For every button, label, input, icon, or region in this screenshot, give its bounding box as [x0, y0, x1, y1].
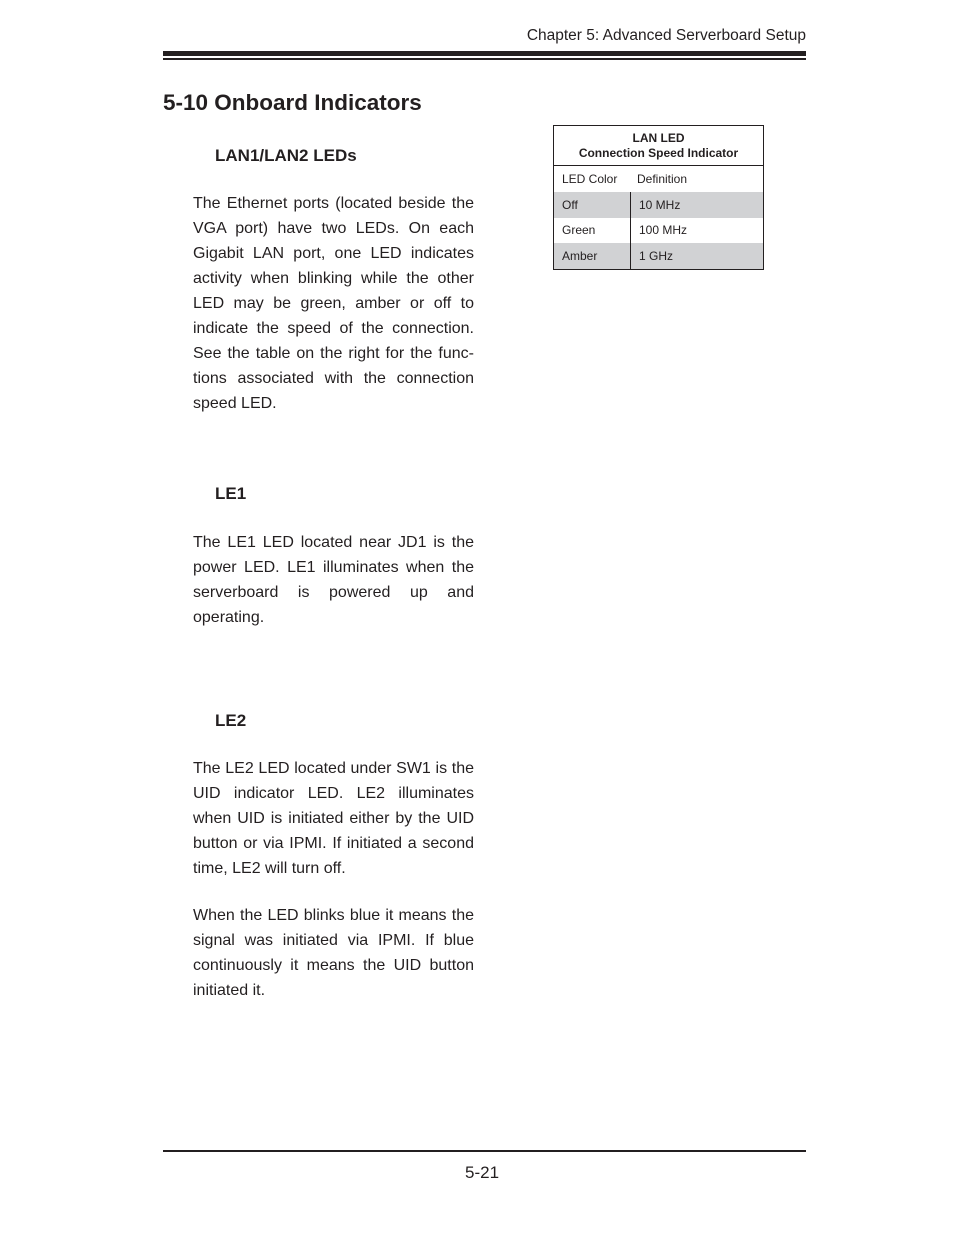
table-cell: 1 GHz [630, 243, 763, 269]
table-cell: Off [562, 197, 578, 212]
le2-paragraph-1: The LE2 LED located under SW1 is the UID indicator LED. LE2 illuminates when UID is initiated either by the UID button or via IPMI. If initiated a second time, LE2 will turn off. [193, 760, 474, 877]
column-header-definition: Definition [637, 172, 688, 186]
header-rule-thin [163, 58, 806, 60]
page-number: 5-21 [465, 1163, 500, 1182]
table-row [554, 243, 763, 269]
le2-heading: LE2 [215, 711, 247, 730]
chapter-title: Chapter 5: Advanced Serverboard Setup [526, 27, 806, 44]
le1-heading: LE1 [215, 484, 247, 503]
lan-leds-paragraph: The Ethernet ports (located beside the VGA port) have two LEDs. On each Gigabit LAN port, one LED indicates activity when blinking while the other LED may be green, amber or off to indicate the speed of the connection. See the table on the right for the functions associated with the connection speed LED. [193, 195, 474, 412]
le2-paragraph-2: When the LED blinks blue it means the signal was initiated via IPMI. If blue continuously it means the UID button initiated it. [193, 907, 474, 999]
footer-rule [163, 1150, 806, 1152]
le1-paragraph: The LE1 LED located near JD1 is the power LED. LE1 illuminates when the serverboard is powered up and operating. [193, 534, 474, 626]
table-cell: 10 MHz [630, 192, 763, 218]
table-cell: 100 MHz [630, 218, 763, 244]
table-title [554, 126, 763, 166]
header-rule-thick [163, 51, 806, 56]
table-row [554, 218, 763, 244]
column-header-led-color: LED Color [562, 172, 618, 186]
lan-leds-heading: LAN1/LAN2 LEDs [215, 146, 357, 165]
section-title: 5-10 Onboard Indicators [163, 90, 422, 115]
table-title-line1: LAN LED [632, 131, 685, 145]
table-cell: Amber [562, 248, 598, 263]
table-cell: Green [562, 223, 596, 238]
table-row [554, 192, 763, 218]
table-header-row [554, 166, 763, 192]
table-title-line2: Connection Speed Indicator [578, 146, 739, 160]
lan-led-table [553, 125, 764, 270]
